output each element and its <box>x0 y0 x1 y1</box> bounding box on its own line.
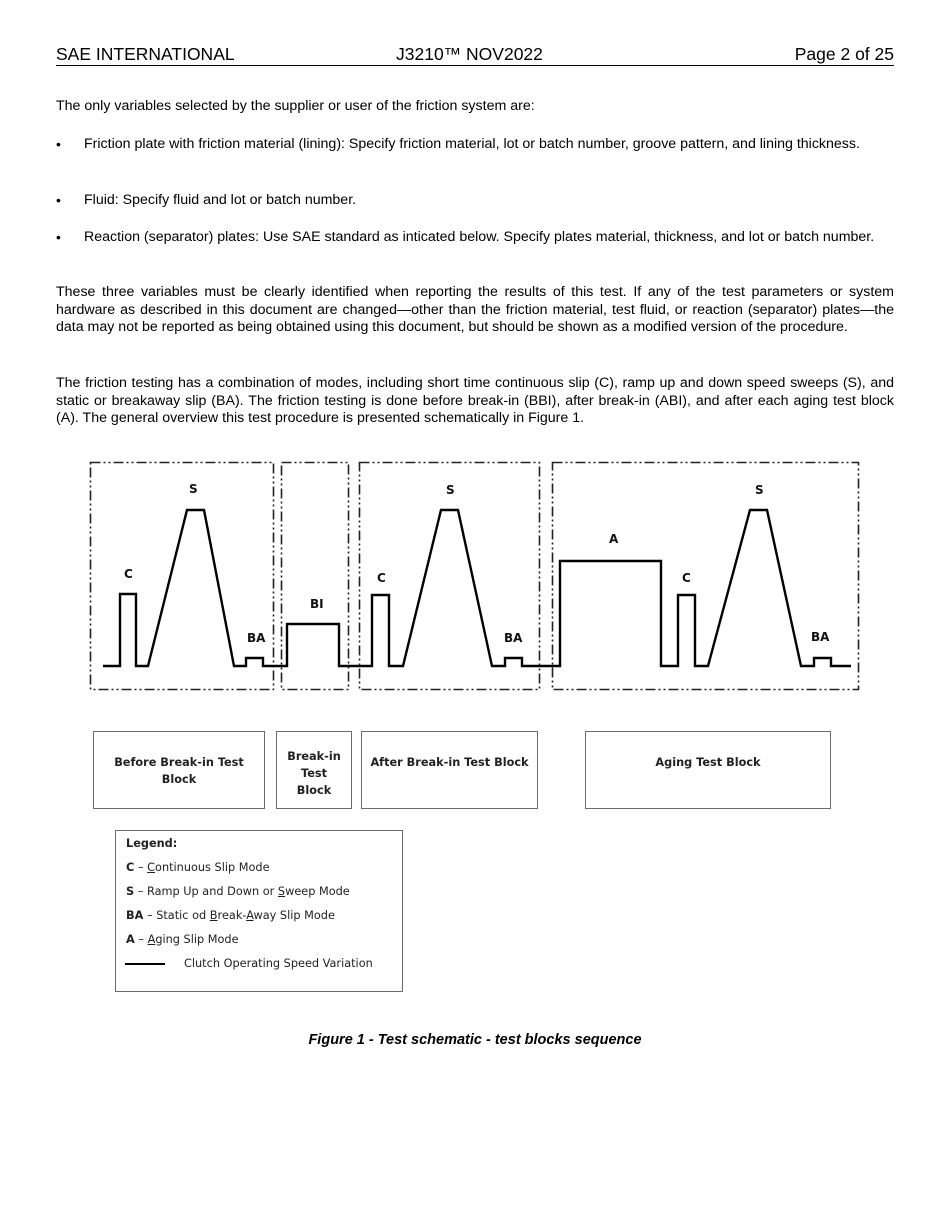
legend-underlined: A <box>147 933 156 946</box>
block-break-in <box>276 731 352 809</box>
bullet-fluid: Fluid: Specify fluid and lot or batch number. <box>84 192 357 208</box>
header-doc-id: J3210™ NOV2022 <box>396 44 543 64</box>
bullet-icon: • <box>56 229 61 245</box>
legend-underlined: A <box>246 909 254 922</box>
header-org: SAE INTERNATIONAL <box>56 44 235 64</box>
block-label-line: Test <box>301 767 327 780</box>
legend-text: Ramp Up and Down or <box>146 885 278 898</box>
legend-dash: – <box>143 909 157 922</box>
label-s: S <box>189 482 198 496</box>
legend-dash: – <box>134 885 147 898</box>
header-page-number: Page 2 of 25 <box>794 44 894 64</box>
bullet-friction-plate: Friction plate with friction material (lining): Specify friction material, lot or batch number, groove pattern, and lining thickness. <box>84 136 860 152</box>
label-c: C <box>124 567 133 581</box>
legend-text: ontinuous Slip Mode <box>155 861 270 874</box>
legend-text: ging Slip Mode <box>155 933 239 946</box>
block-label-line: Break-in <box>287 750 341 763</box>
label-c: C <box>377 571 386 585</box>
legend-item-a <box>126 933 239 946</box>
bullet-reaction-plates: Reaction (separator) plates: Use SAE standard as inticated below. Specify plates material, thickness, and lot or batch number. <box>84 229 875 245</box>
aging-region <box>553 463 859 690</box>
label-bi: BI <box>310 597 324 611</box>
figure-caption: Figure 1 - Test schematic - test blocks sequence <box>308 1032 642 1048</box>
legend-item-c <box>126 861 270 874</box>
legend-text: reak- <box>217 909 247 922</box>
block-label-line: After Break-in Test Block <box>370 756 529 769</box>
legend-key: S <box>126 885 135 898</box>
block-before-break-in <box>93 731 265 809</box>
label-ba: BA <box>247 631 266 645</box>
variables-paragraph: These three variables must be clearly identified when reporting the results of this test. If any of the test parameters or system hardware as described in this document are changed—other than the friction material, test fluid, or reaction (separator) plates—the data may not be reported as being obtained using this document, but should be shown as a modified version of the procedure. <box>56 284 894 335</box>
legend-key: A <box>126 933 135 946</box>
bullet-icon: • <box>56 192 61 208</box>
label-ba: BA <box>504 631 523 645</box>
intro-paragraph: The only variables selected by the supplier or user of the friction system are: <box>56 98 535 114</box>
friction-testing-paragraph: The friction testing has a combination of modes, including short time continuous slip (C), ramp up and down speed sweeps (S), and static or breakaway slip (BA). The friction testing is done before break-in (BBI), after break-in (ABI), and after each aging test block (A). The general overview this test procedure is presented schematically in Figure 1. <box>56 375 894 426</box>
legend-dash: – <box>134 861 148 874</box>
legend-dash: – <box>134 933 148 946</box>
legend-item-speed-line <box>184 957 373 970</box>
block-label-line: Aging Test Block <box>655 756 761 769</box>
legend-title: Legend: <box>126 837 178 850</box>
label-c: C <box>682 571 691 585</box>
legend-item-s <box>126 885 350 898</box>
label-ba: BA <box>811 630 830 644</box>
legend-text: Static od <box>156 909 210 922</box>
label-s: S <box>755 483 764 497</box>
block-label-line: Block <box>296 784 332 797</box>
block-aging <box>585 731 831 809</box>
legend-text: way Slip Mode <box>253 909 335 922</box>
label-s: S <box>446 483 455 497</box>
before-break-in-region <box>91 463 274 690</box>
speed-waveform <box>103 510 851 666</box>
legend-key: C <box>126 861 135 874</box>
legend-text: Clutch Operating Speed Variation <box>184 957 373 970</box>
legend-underlined: C <box>147 861 156 874</box>
legend-text: weep Mode <box>285 885 350 898</box>
block-after-break-in <box>361 731 538 809</box>
legend-box <box>115 830 403 992</box>
legend-underlined: B <box>209 909 218 922</box>
block-label-line: Block <box>161 773 197 786</box>
label-a: A <box>609 532 619 546</box>
block-label-line: Before Break-in Test <box>114 756 244 769</box>
legend-key: BA <box>126 909 144 922</box>
bullet-icon: • <box>56 136 61 152</box>
legend-item-ba <box>126 909 335 922</box>
legend-underlined: S <box>277 885 286 898</box>
